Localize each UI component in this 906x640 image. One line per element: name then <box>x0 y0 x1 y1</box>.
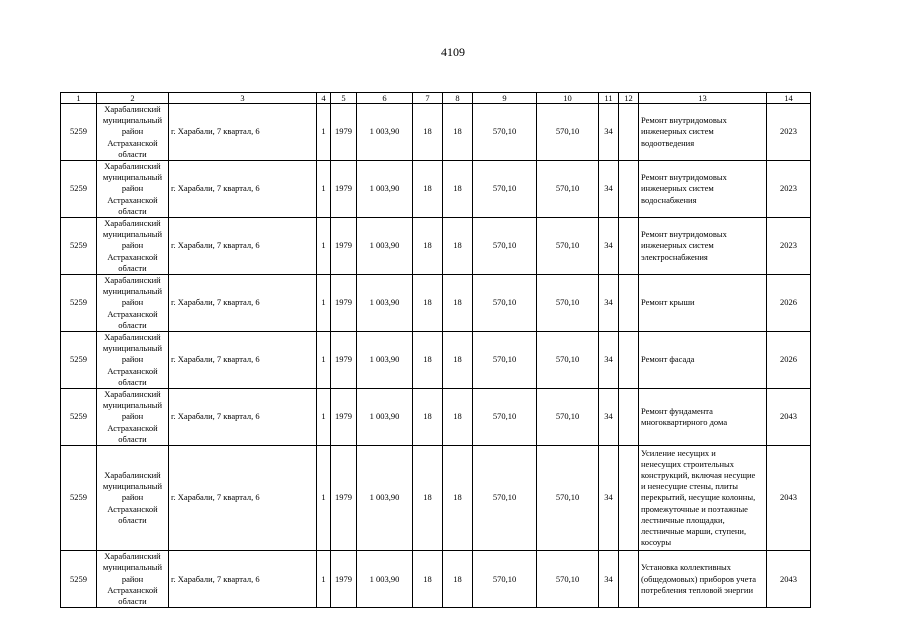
column-number-row <box>61 93 811 104</box>
planned-year-cell: 2023 <box>767 218 811 275</box>
work-type-cell: Ремонт фундамента многоквартирного дома <box>639 389 767 446</box>
work-type-cell: Ремонт внутридомовых инженерных систем водоснабжения <box>639 161 767 218</box>
column-number: 2 <box>97 93 169 104</box>
year-cell: 1979 <box>331 389 357 446</box>
col12-cell <box>619 332 639 389</box>
col12-cell <box>619 389 639 446</box>
municipality-cell: Харабалинский муниципальный район Астраханской области <box>97 218 169 275</box>
address-cell: г. Харабали, 7 квартал, 6 <box>169 332 317 389</box>
municipality-cell: Харабалинский муниципальный район Астраханской области <box>97 161 169 218</box>
total-area-cell: 1 003,90 <box>357 389 413 446</box>
work-type-cell: Ремонт внутридомовых инженерных систем электроснабжения <box>639 218 767 275</box>
year-cell: 1979 <box>331 551 357 608</box>
col8-cell: 18 <box>443 332 473 389</box>
year-cell: 1979 <box>331 446 357 551</box>
col8-cell: 18 <box>443 551 473 608</box>
col11-cell: 34 <box>599 389 619 446</box>
row-number-cell: 5259 <box>61 218 97 275</box>
col7-cell: 18 <box>413 332 443 389</box>
work-type-cell: Ремонт фасада <box>639 332 767 389</box>
col10-cell: 570,10 <box>537 389 599 446</box>
planned-year-cell: 2023 <box>767 161 811 218</box>
col7-cell: 18 <box>413 389 443 446</box>
col11-cell: 34 <box>599 332 619 389</box>
col10-cell: 570,10 <box>537 275 599 332</box>
municipality-cell: Харабалинский муниципальный район Астраханской области <box>97 332 169 389</box>
col8-cell: 18 <box>443 104 473 161</box>
column-number: 13 <box>639 93 767 104</box>
address-cell: г. Харабали, 7 квартал, 6 <box>169 218 317 275</box>
municipality-cell: Харабалинский муниципальный район Астраханской области <box>97 104 169 161</box>
address-cell: г. Харабали, 7 квартал, 6 <box>169 551 317 608</box>
col7-cell: 18 <box>413 551 443 608</box>
municipality-cell: Харабалинский муниципальный район Астраханской области <box>97 389 169 446</box>
table-row <box>61 104 811 161</box>
column-number: 6 <box>357 93 413 104</box>
column-number: 4 <box>317 93 331 104</box>
col4-cell: 1 <box>317 446 331 551</box>
table-row <box>61 551 811 608</box>
col4-cell: 1 <box>317 161 331 218</box>
col8-cell: 18 <box>443 446 473 551</box>
col12-cell <box>619 161 639 218</box>
total-area-cell: 1 003,90 <box>357 218 413 275</box>
year-cell: 1979 <box>331 332 357 389</box>
table-row <box>61 218 811 275</box>
col8-cell: 18 <box>443 218 473 275</box>
col9-cell: 570,10 <box>473 218 537 275</box>
col11-cell: 34 <box>599 275 619 332</box>
address-cell: г. Харабали, 7 квартал, 6 <box>169 161 317 218</box>
address-cell: г. Харабали, 7 квартал, 6 <box>169 104 317 161</box>
col7-cell: 18 <box>413 104 443 161</box>
year-cell: 1979 <box>331 161 357 218</box>
column-number: 14 <box>767 93 811 104</box>
col11-cell: 34 <box>599 218 619 275</box>
col12-cell <box>619 446 639 551</box>
col10-cell: 570,10 <box>537 104 599 161</box>
col9-cell: 570,10 <box>473 104 537 161</box>
row-number-cell: 5259 <box>61 446 97 551</box>
total-area-cell: 1 003,90 <box>357 551 413 608</box>
planned-year-cell: 2043 <box>767 551 811 608</box>
table-row <box>61 161 811 218</box>
row-number-cell: 5259 <box>61 389 97 446</box>
column-number: 12 <box>619 93 639 104</box>
table-row <box>61 446 811 551</box>
col12-cell <box>619 551 639 608</box>
col11-cell: 34 <box>599 446 619 551</box>
col11-cell: 34 <box>599 551 619 608</box>
col9-cell: 570,10 <box>473 332 537 389</box>
col9-cell: 570,10 <box>473 161 537 218</box>
col9-cell: 570,10 <box>473 389 537 446</box>
planned-year-cell: 2026 <box>767 275 811 332</box>
column-number: 3 <box>169 93 317 104</box>
year-cell: 1979 <box>331 104 357 161</box>
planned-year-cell: 2023 <box>767 104 811 161</box>
col4-cell: 1 <box>317 551 331 608</box>
year-cell: 1979 <box>331 218 357 275</box>
col12-cell <box>619 275 639 332</box>
col11-cell: 34 <box>599 161 619 218</box>
col7-cell: 18 <box>413 161 443 218</box>
total-area-cell: 1 003,90 <box>357 104 413 161</box>
total-area-cell: 1 003,90 <box>357 275 413 332</box>
row-number-cell: 5259 <box>61 332 97 389</box>
col12-cell <box>619 104 639 161</box>
col8-cell: 18 <box>443 275 473 332</box>
planned-year-cell: 2026 <box>767 332 811 389</box>
planned-year-cell: 2043 <box>767 446 811 551</box>
planned-year-cell: 2043 <box>767 389 811 446</box>
col8-cell: 18 <box>443 161 473 218</box>
work-type-cell: Ремонт крыши <box>639 275 767 332</box>
column-number: 10 <box>537 93 599 104</box>
column-number: 5 <box>331 93 357 104</box>
col10-cell: 570,10 <box>537 446 599 551</box>
column-number: 1 <box>61 93 97 104</box>
col9-cell: 570,10 <box>473 446 537 551</box>
total-area-cell: 1 003,90 <box>357 161 413 218</box>
col10-cell: 570,10 <box>537 551 599 608</box>
row-number-cell: 5259 <box>61 551 97 608</box>
column-number: 7 <box>413 93 443 104</box>
row-number-cell: 5259 <box>61 104 97 161</box>
address-cell: г. Харабали, 7 квартал, 6 <box>169 275 317 332</box>
municipality-cell: Харабалинский муниципальный район Астраханской области <box>97 275 169 332</box>
table-row <box>61 275 811 332</box>
column-number: 9 <box>473 93 537 104</box>
row-number-cell: 5259 <box>61 161 97 218</box>
total-area-cell: 1 003,90 <box>357 446 413 551</box>
col7-cell: 18 <box>413 275 443 332</box>
housing-repair-table <box>60 92 811 608</box>
column-number: 8 <box>443 93 473 104</box>
table-row <box>61 389 811 446</box>
col4-cell: 1 <box>317 389 331 446</box>
page-number: 4109 <box>441 45 465 59</box>
col7-cell: 18 <box>413 218 443 275</box>
col7-cell: 18 <box>413 446 443 551</box>
col4-cell: 1 <box>317 332 331 389</box>
col11-cell: 34 <box>599 104 619 161</box>
col4-cell: 1 <box>317 275 331 332</box>
col9-cell: 570,10 <box>473 551 537 608</box>
col8-cell: 18 <box>443 389 473 446</box>
col10-cell: 570,10 <box>537 332 599 389</box>
work-type-cell: Усиление несущих и ненесущих строительных конструкций, включая несущие и ненесущие стены, плиты перекрытий, несущие колонны, промежуточные и поэтажные лестничные площадки, лестничные марши, ступени, косоуры <box>639 446 767 551</box>
col10-cell: 570,10 <box>537 218 599 275</box>
municipality-cell: Харабалинский муниципальный район Астраханской области <box>97 551 169 608</box>
col4-cell: 1 <box>317 104 331 161</box>
address-cell: г. Харабали, 7 квартал, 6 <box>169 389 317 446</box>
total-area-cell: 1 003,90 <box>357 332 413 389</box>
column-number: 11 <box>599 93 619 104</box>
address-cell: г. Харабали, 7 квартал, 6 <box>169 446 317 551</box>
col4-cell: 1 <box>317 218 331 275</box>
col12-cell <box>619 218 639 275</box>
col9-cell: 570,10 <box>473 275 537 332</box>
col10-cell: 570,10 <box>537 161 599 218</box>
municipality-cell: Харабалинский муниципальный район Астраханской области <box>97 446 169 551</box>
row-number-cell: 5259 <box>61 275 97 332</box>
work-type-cell: Ремонт внутридомовых инженерных систем водоотведения <box>639 104 767 161</box>
table-row <box>61 332 811 389</box>
work-type-cell: Установка коллективных (общедомовых) приборов учета потребления тепловой энергии <box>639 551 767 608</box>
year-cell: 1979 <box>331 275 357 332</box>
